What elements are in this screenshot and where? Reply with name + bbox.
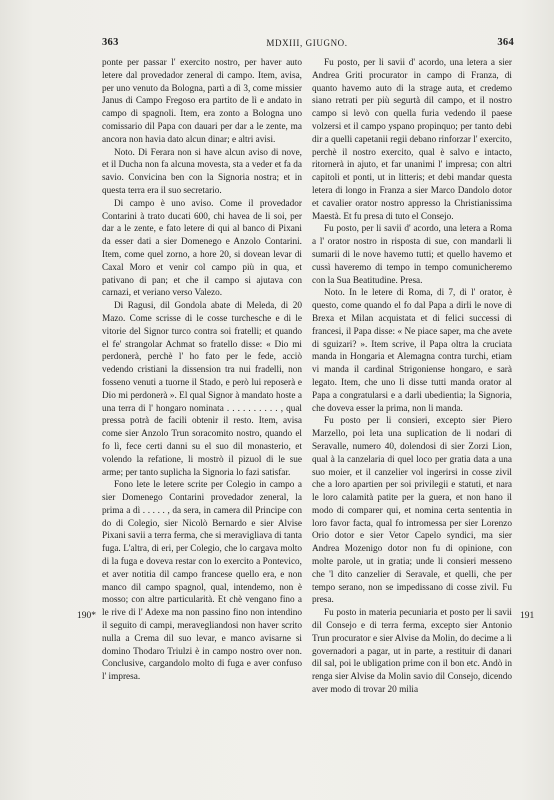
paragraph: Di campo è uno aviso. Come il provedador Contarini à trato ducati 600, chi havea de li soi, per dar a le zente, e fato letere di qui al banco di Pixani da esser dati a sier Domenego e Anzolo Contarini. Item, come quel zorno, a hore 20, si dovean levar di Caxal Moro et venir col campo più in qua, et pativano di pan; et che il campo si ajutava con carnazi, et veriano verso Valezo. xyxy=(102,198,302,299)
margin-folio-left: 190* xyxy=(77,611,96,621)
left-column xyxy=(102,57,302,684)
paragraph: ponte per passar l' exercito nostro, per haver auto letere dal provedador zeneral di campo. Item, avisa, per uno venuto da Bologna, partì a dì 3, come missier Janus di Campo Fregoso era partito de lì e andato in campo di spagnoli. Item, era zonto a Bologna uno comissario dil Papa con dauari per dar a le zente, ma ancora non havia dato alcun dinar; e altri avisi. xyxy=(102,58,302,145)
paragraph: Fu posto, per li savii d' acordo, una letera a Roma a l' orator nostro in risposta di sue, con mandarli li sumarii di le nove havemo tutti; et quello havemo et cussì haveremo di tempo in tempo comunicheremo con la Sua Beatitudine. Presa. xyxy=(312,224,512,286)
paragraph: Di Ragusi, dil Gondola abate di Meleda, di 20 Mazo. Come scrisse di le cosse turchesche e di le vitorie del Signor turco contra soi fratelli; et quando el fe' strangolar Achmat so fratello disse: « Dio mi perdonerà, perchè l' ho fato per le fede, acciò vedendo cristiani la dissension tra nui fradelli, non fosseno venuti a tuorne il Stado, e però lui reposerà e Dio mi perdonerà ». El qual Signor à mandato hoste a una terra di l' hongaro nominata . . . . . . . . . . , qual pressa potrà de facili obtenir il resto. Item, avisa come sier Anzolo Trun soracomito nostro, quando el fo lì, fece certi danni su el suo dil monasterio, et volendo la refatione, li mostrò il pizuol di le sue arme; per tanto suplicha la Signoria lo fazi satisfar. xyxy=(102,301,302,478)
paragraph: Noto. In le letere di Roma, di 7, di l' orator, è questo, come quando el fo dal Papa a dirli le nove di Brexa et Milan acquistata et di felici successi di francesi, il Papa disse: « Ne piace saper, ma che avete di sguizari? ». Item scrive, il Papa oltra la cruciata manda in Hongaria et Alemagna contra turchi, etiam vi manda il cardinal Strigoniense hongaro, e sarà legato. Item, che uno li disse tutti manda orator al Papa a congratularsi e a darli ubedientia; la Signoria, che doveva esser la prima, non li manda. xyxy=(312,288,512,414)
right-column xyxy=(312,57,512,697)
paragraph: Fu posto in materia pecuniaria et posto per li savii dil Consejo e di terra ferma, excepto sier Antonio Trun procurator e sier Alvise da Molin, do decime a li governadori a pagar, ut in parte, a restituir di danari dil sal, poi le ubligation prime con il bon etc. Andò in renga sier Alvise da Molin savio dil Consejo, dicendo aver modo di trovar 20 milia xyxy=(312,608,512,696)
running-head-title: MDXIII, GIUGNO. xyxy=(266,38,348,48)
paragraph: Fu posto, per li savii d' acordo, una letera a sier Andrea Griti procurator in campo di Franza, di quanto havemo auto di la strage auta, et credemo siano retrati per più segurtà dil campo, et il nostro campo si levò con quella furia vedendo il paese volzersi et il campo yspano propinquo; per tanto debi dir a quelli capetanii regii debano rinforzar l' exercito, perchè il nostro exercito, qual è salvo e intacto, ritornerà in ajuto, et far unanimi l' impresa; con altri capitoli et ponti, ut in litteris; et debi mandar questa letera di longo in Franza a sier Marco Dandolo dotor et cavalier orator nostro appresso la Christianissima Maestà. Et fu presa di tuto el Consejo. xyxy=(312,58,512,222)
margin-folio-right: 191 xyxy=(520,611,535,621)
paragraph: Noto. Di Ferara non si have alcun aviso di nove, et il Ducha non fa alcuna movesta, sta a veder et fa da savio. Convicina ben con la Signoria nostra; et in questa terra era il suo secretario. xyxy=(102,147,302,196)
running-header xyxy=(100,37,514,51)
page-number-right: 364 xyxy=(497,37,514,48)
page-number-left: 363 xyxy=(102,37,119,48)
paragraph: Fono lete le letere scrite per Colegio in campo a sier Domenego Contarini provedador zeneral, la prima a dì . . . . . , da sera, in camera dil Principe con do di Colegio, sier Nicolò Bernardo e sier Alvise Pixani savii a terra ferma, che si meravigliava di tanta fuga. L'altra, di eri, per Colegio, che lo cargava molto di la fuga e doveva restar con lo exercito a Pontevico, et aver notitia dil campo francese quello era, e non manco dil campo spagnol, qual, intendemo, non è mosso; con altre particularità. Et chè vengano fino a le rive di l' Adexe ma non passino fino non intendino il seguito di campi, meravegliandosi non haver scrito nulla a Crema dil suo levar, e manco avisarne si domino Thodaro Triulzi è in campo nostro over non. Conclusive, cargandolo molto di fuga e aver confuso l' impresa. xyxy=(102,480,302,683)
paragraph: Fu posto per li consieri, excepto sier Piero Marzello, poi leta una suplication de li nodari di Seravalle, numero 40, dolendosi di sier Zorzi Lion, qual à la canzelaria di quel loco per gratia data a una suo moier, et il canzelier vol ingerirsi in cosse zivil che a loro apartien per soi privilegii e statuti, et nara le loro calamità patite per la guera, et non hano il modo di comparer qui, et nomina certa sententia in loro favor facta, qual fo intromessa per sier Lorenzo Orio dotor e sier Vetor Capelo syndici, ma sier Andrea Mozenigo dotor non fu di opinione, con molte parole, ut in gratia; unde li consieri messeno che 'l dito canzelier di Seravale, et quelli, che per tempo serano, non se impedissano di cosse zivil. Fu presa. xyxy=(312,416,512,606)
